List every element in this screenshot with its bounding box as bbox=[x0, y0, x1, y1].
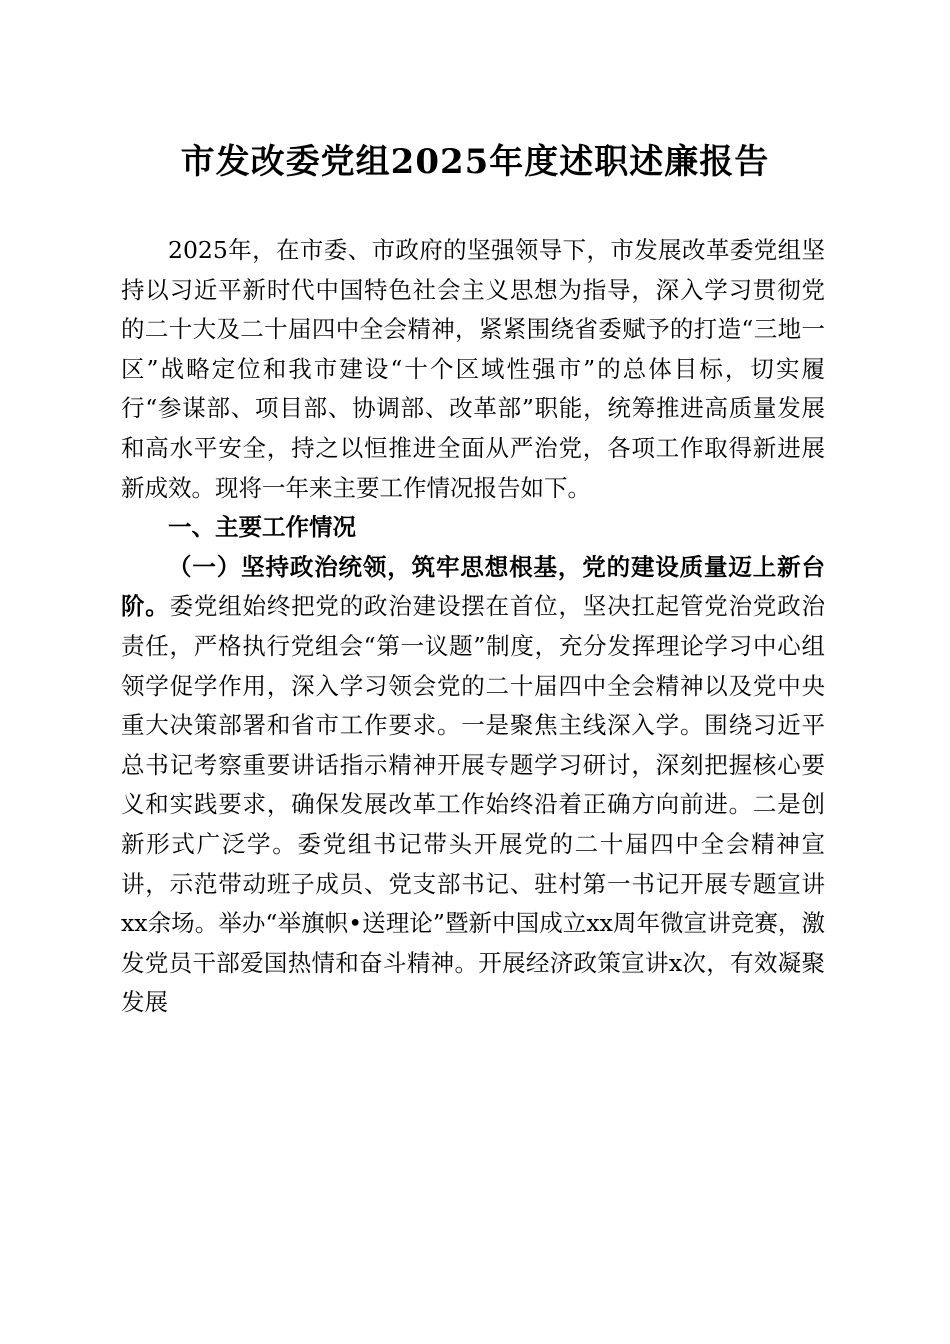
document-title: 市发改委党组2025年度述职述廉报告 bbox=[180, 142, 770, 182]
section-heading-1: 一、主要工作情况 bbox=[168, 513, 356, 542]
subsection-lead-1: （一）坚持政治统领，筑牢思想根基，党的建设质量迈上新台阶。 bbox=[121, 552, 825, 621]
intro-paragraph: 2025年，在市委、市政府的坚强领导下，市发展改革委党组坚持以习近平新时代中国特色社会主义思想为指导，深入学习贯彻党的二十大及二十届四中全会精神，紧紧围绕省委赋予的打造“三地一区”战略定位和我市建设“十个区域性强市”的总体目标，切实履行“参谋部、项目部、协调部、改革部”职能，统筹推进高质量发展和高水平安全，持之以恒推进全面从严治党，各项工作取得新进展新成效。现将一年来主要工作情况报告如下。 bbox=[121, 236, 825, 502]
subsection-body-1: 委党组始终把党的政治建设摆在首位，坚决扛起管党治党政治责任，严格执行党组会“第一议题”制度，充分发挥理论学习中心组领学促学作用，深入学习领会党的二十届四中全会精神以及党中央重大决策部署和省市工作要求。一是聚焦主线深入学。围绕习近平总书记考察重要讲话指示精神开展专题学习研讨，深刻把握核心要义和实践要求，确保发展改革工作始终沿着正确方向前进。二是创新形式广泛学。委党组书记带头开展党的二十届四中全会精神宣讲，示范带动班子成员、党支部书记、驻村第一书记开展专题宣讲xx余场。举办“举旗帜•送理论”暨新中国成立xx周年微宣讲竞赛，激发党员干部爱国热情和奋斗精神。开展经济政策宣讲x次，有效凝聚发展 bbox=[121, 592, 826, 1017]
document-body bbox=[121, 231, 825, 1023]
subsection-paragraph-1 bbox=[121, 548, 825, 1023]
